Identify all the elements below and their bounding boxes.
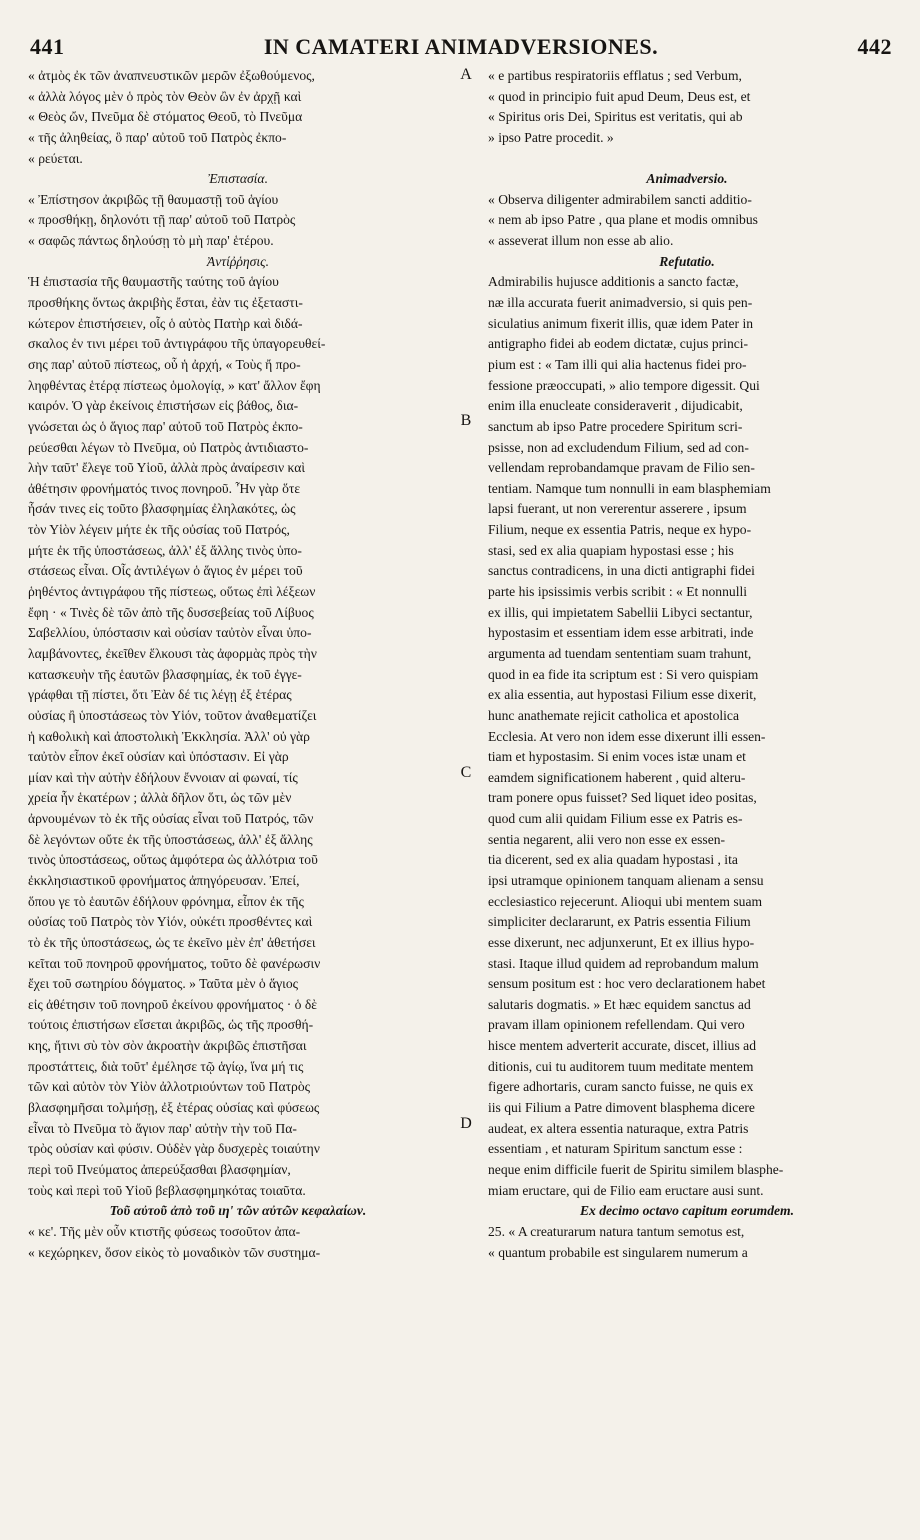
text-line: quod cum alii quidam Filium esse ex Patris es- — [488, 811, 743, 827]
text-line: « κε'. Τῆς μὲν οὖν κτιστῆς φύσεως τοσοῦτον ἀπα- — [28, 1223, 301, 1239]
text-line: μήτε ἐκ τῆς ὑποστάσεως, ἀλλ' ἐξ ἄλλης τινὸς ὑπο- — [28, 542, 302, 558]
text-line: τοὺς καὶ περὶ τοῦ Υἱοῦ βεβλασφημηκότας τοιαῦτα. — [28, 1182, 306, 1198]
text-line: σης παρ' αὐτοῦ πίστεως, οὗ ἡ ἀρχή, « Τοὺς ἤ προ- — [28, 356, 301, 372]
text-line: fessione præoccupati, » alio tempore digessit. Qui — [488, 377, 760, 393]
text-line: ἀθέτησιν φρονήματός τινος πονηροῦ. Ἦν γὰρ ὅτε — [28, 480, 301, 496]
text-line: argumenta ad tuendam sententiam suam trahunt, — [488, 645, 752, 661]
text-line: hisce mentem adverterit accurate, discet, illius ad — [488, 1038, 756, 1054]
page-number-left: 441 — [30, 34, 65, 59]
section-heading-ex-decimo-octavo: Ex decimo octavo capitum eorumdem. — [579, 1203, 795, 1219]
text-line: ipsi utramque opinionem tanquam alienam a sensu — [488, 872, 764, 888]
text-line: « Spiritus oris Dei, Spiritus est veritatis, qui ab — [488, 109, 743, 125]
text-line: » ipso Patre procedit. » — [488, 129, 614, 145]
text-line: esse dixerunt, nec adjunxerunt, Et ex illius hypo- — [488, 934, 755, 950]
text-line: οὐσίας τοῦ Πατρὸς τὸν Υἱόν, οὐκέτι προσθέντες καὶ — [28, 914, 313, 930]
text-line: ex alia essentia, aut hypostasi Filium esse dixerit, — [488, 687, 757, 703]
section-heading-antirrhesis: Ἀντίῤῥησις. — [206, 253, 270, 269]
text-line: Ἡ ἐπιστασία τῆς θαυμαστῆς ταύτης τοῦ ἁγίου — [28, 274, 279, 290]
text-line: « ἀτμὸς ἐκ τῶν ἀναπνευστικῶν μερῶν ἐξωθούμενος, — [28, 68, 315, 83]
text-line: eamdem significationem haberent , quid alteru- — [488, 769, 746, 785]
text-line: ἦσάν τινες εἰς τοῦτο βλασφημίας ἐληλακότες, ὡς — [28, 501, 296, 517]
text-line: « e partibus respiratoriis efflatus ; sed Verbum, — [488, 68, 742, 83]
text-line: οὐσίας ἢ ὑποστάσεως τὸν Υἱόν, τοῦτον ἀναθεματίζει — [28, 707, 317, 723]
text-line: tia dicerent, sed ex alia quadam hypostasi , ita — [488, 852, 738, 868]
page-number-right: 442 — [857, 34, 892, 59]
text-line: ditionis, cui tu auditorem tuum meditate mentem — [488, 1058, 754, 1074]
text-line: figere adhortaris, curam sancto fuisse, ne quis ex — [488, 1079, 754, 1095]
text-line: ὅπου γε τὸ ἑαυτῶν ἐδήλουν φρόνημα, εἶπον ἐκ τῆς — [28, 893, 304, 909]
blank-line — [488, 149, 886, 170]
text-line: εἰς ἀθέτησιν τοῦ πονηροῦ ἐκείνου φρονήματος · ὁ δὲ — [28, 996, 317, 1012]
text-line: μίαν καὶ τὴν αὐτὴν ἐδήλουν ἔννοιαν αἱ φωναί, τίς — [28, 769, 298, 785]
text-line: enim illa enucleate consideraverit , dijudicabit, — [488, 398, 743, 414]
text-line: « asseverat illum non esse ab alio. — [488, 233, 674, 249]
text-line: sentia negarent, alii vero non esse ex essen- — [488, 831, 726, 847]
text-line: lapsi fuerant, ut non vererentur asserere , ipsum — [488, 501, 747, 517]
text-line: « quantum probabile est singularem numerum a — [488, 1244, 748, 1260]
text-line: κεῖται τοῦ πονηροῦ φρονήματος, τοῦτο δὲ φανέρωσιν — [28, 955, 321, 971]
text-line: tiam et hypostasim. Si enim voces istæ unam et — [488, 749, 746, 765]
text-line: psisse, non ad excludendum Filium, sed ad con- — [488, 439, 749, 455]
text-line: tentiam. Namque tum nonnulli in eam blasphemiam — [488, 480, 771, 496]
text-line: næ illa accurata fuerit animadversio, si quis pen- — [488, 295, 753, 311]
text-line: τῶν καὶ αὐτὸν τὸν Υἱὸν ἀλλοτριούντων τοῦ Πατρὸς — [28, 1079, 311, 1095]
text-line: ἀρνουμένων τὸ ἐκ τῆς οὐσίας εἶναι τοῦ Πατρός, τῶν — [28, 811, 314, 827]
text-line: « Ἐπίστησον ἀκριβῶς τῇ θαυμαστῇ τοῦ ἁγίου — [28, 191, 279, 207]
text-line: τούτοις ἐπιστήσων εἴσεται ἀκριβῶς, ὡς τῆς προσθή- — [28, 1017, 314, 1033]
text-line: vellendam reprobandamque pravam de Filio sen- — [488, 460, 755, 476]
text-line: Filium, neque ex essentia Patris, neque ex hypo- — [488, 522, 752, 538]
text-line: χρεία ἦν ἑκατέρων ; ἀλλὰ δῆλον ὅτι, ὡς τῶν μὲν — [28, 790, 292, 806]
text-line: στάσεως εἶναι. Οἷς ἀντιλέγων ὁ ἅγιος ἐν μέρει τοῦ — [28, 563, 303, 579]
text-line: tram ponere opus fuisset? Sed liquet ideo positas, — [488, 790, 757, 806]
text-line: « nem ab ipso Patre , qua plane et modis omnibus — [488, 212, 758, 228]
text-line: antigrapho fidei ab eodem dictatæ, cujus princi- — [488, 336, 749, 352]
text-line: προστάττεις, διὰ τοῦτ' ἐμέλησε τῷ ἁγίῳ, ἵνα μή τις — [28, 1058, 304, 1074]
text-line: sanctus contradicens, in una dicti antigraphi fidei — [488, 563, 755, 579]
text-line: « προσθήκῃ, δηλονότι τῇ παρ' αὐτοῦ τοῦ Πατρὸς — [28, 212, 296, 228]
text-line: λαμβάνοντες, ἐκεῖθεν ἕλκουσι τὰς ἀφορμὰς πρὸς τὴν — [28, 645, 317, 661]
text-line: ἡ καθολικὴ καὶ ἀποστολικὴ Ἐκκλησία. Ἀλλ' οὐ γὰρ — [28, 728, 310, 744]
text-line: γνώσεται ὡς ὁ ἅγιος παρ' αὐτοῦ τοῦ Πατρὸς ἐκπο- — [28, 418, 303, 434]
text-line: « τῆς ἀληθείας, ὃ παρ' αὐτοῦ τοῦ Πατρὸς ἐκπο- — [28, 129, 287, 145]
text-line: τινὸς ὑποστάσεως, οὕτως ἀμφότερα ὡς ἀλλότρια τοῦ — [28, 852, 318, 868]
text-line: κατασκευὴν τῆς ἑαυτῶν βλασφημίας, ἐκ τοῦ ἐγγε- — [28, 666, 302, 682]
text-line: stasi, sed ex alia quapiam hypostasi esse ; his — [488, 542, 734, 558]
text-line: iis qui Filium a Patre dimovent blasphema dicere — [488, 1100, 755, 1116]
section-heading-animadversio: Animadversio. — [646, 171, 728, 187]
text-line: τὸν Υἱὸν λέγειν μήτε ἐκ τῆς οὐσίας τοῦ Πατρός, — [28, 522, 290, 538]
text-line: salutaris dogmatis. » Et hæc equidem sanctus ad — [488, 996, 751, 1012]
text-line: περὶ τοῦ Πνεύματος ἀπερεύξασθαι βλασφημίαν, — [28, 1161, 291, 1177]
text-line: Admirabilis hujusce additionis a sancto factæ, — [488, 274, 739, 290]
text-line: audeat, ex altera essentia naturaque, extra Patris — [488, 1120, 749, 1136]
text-line: προσθήκης ὄντως ἀκριβὴς ἔσται, ἐὰν τις ἐξεταστι- — [28, 295, 303, 311]
latin-column — [488, 66, 886, 1263]
text-line: siculatius animum fixerit illis, quæ idem Pater in — [488, 315, 754, 331]
text-line: quod in ea fide ita scriptum est : Si vero quispiam — [488, 666, 759, 682]
text-line: βλασφημῆσαι τολμήσῃ, ἐξ ἑτέρας οὐσίας καὶ φύσεως — [28, 1100, 320, 1116]
text-line: ecclesiastico rejecerunt. Alioqui ubi mentem suam — [488, 893, 763, 909]
text-line: simpliciter declararunt, ex Patris essentia Filium — [488, 914, 751, 930]
margin-marker-a: A — [460, 66, 472, 83]
text-line: ἐκκλησιαστικοῦ φρονήματος ἀπηγόρευσαν. Ἐπεί, — [28, 872, 300, 888]
text-line: ῥηθέντος ἀντιγράφου τῆς πίστεως, οὕτως ἐπὶ λέξεων — [28, 584, 316, 600]
text-line: κώτερον ἐπιστήσειεν, οἷς ὁ αὐτὸς Πατὴρ καὶ διδά- — [28, 315, 303, 331]
text-line: Ecclesia. At vero non idem esse dixerunt illi essen- — [488, 728, 766, 744]
text-line: « ἀλλὰ λόγος μὲν ὁ πρὸς τὸν Θεὸν ὢν ἐν ἀρχῇ καὶ — [28, 88, 302, 104]
greek-column — [28, 66, 448, 1263]
text-line: « ρεύεται. — [28, 150, 83, 166]
text-line: σκαλος ἐν τινι μέρει τοῦ ἀντιγράφου τῆς ὑπαγορευθεί- — [28, 336, 326, 352]
text-line: λὴν ταῦτ' ἔλεγε τοῦ Υἱοῦ, ἀλλὰ πρὸς ἀναίρεσιν καὶ — [28, 460, 306, 476]
text-line: essentiam , et naturam Spiritum sanctum esse : — [488, 1141, 743, 1157]
text-line: τρὸς οὐσίαν καὶ φύσιν. Οὐδὲν γὰρ δυσχερὲς τοιαύτην — [28, 1141, 320, 1157]
text-line: « Θεὸς ὤν, Πνεῦμα δὲ στόματος Θεοῦ, τὸ Πνεῦμα — [28, 109, 303, 125]
text-line: ρεύεσθαι λέγων τὸ Πνεῦμα, οὐ Πατρὸς ἀντιδιαστο- — [28, 439, 309, 455]
text-line: pium est : « Tam illi qui alia hactenus fidei pro- — [488, 356, 747, 372]
section-heading-chapter-18: Τοῦ αὐτοῦ ἀπὸ τοῦ ιη' τῶν αὐτῶν κεφαλαίων. — [109, 1203, 367, 1219]
text-line: Σαβελλίου, ὑπόστασιν καὶ οὐσίαν ταὐτὸν εἶναι ὑπο- — [28, 625, 312, 641]
margin-marker-b: B — [460, 412, 472, 429]
text-line: ex illis, qui impietatem Sabellii Libyci sectantur, — [488, 604, 753, 620]
text-line: neque enim difficile fuerit de Spiritu similem blasphe- — [488, 1161, 784, 1177]
section-heading-epistasia: Ἐπιστασία. — [208, 171, 268, 187]
margin-marker-d: D — [460, 1115, 472, 1132]
text-line: miam eructare, qui de Filio eam eructare ausi sunt. — [488, 1182, 764, 1198]
text-line: sanctum ab ipso Patre procedere Spiritum scri- — [488, 418, 743, 434]
text-line: καιρόν. Ὁ γὰρ ἐκείνοις ἐπιστήσων εἰς βάθος, δια- — [28, 398, 299, 414]
text-line: stasi. Itaque illud quidem ad reprobandum malum — [488, 955, 759, 971]
running-title: IN CAMATERI ANIMADVERSIONES. — [263, 34, 659, 59]
text-line: 25. « A creaturarum natura tantum semotus est, — [488, 1223, 745, 1239]
text-line: γράφθαι τῇ πίστει, ὅτι Ἐὰν δέ τις λέγῃ ἐξ ἑτέρας — [28, 687, 292, 703]
text-line: εἶναι τὸ Πνεῦμα τὸ ἅγιον παρ' αὐτὴν τὴν τοῦ Πα- — [28, 1120, 297, 1136]
margin-marker-c: C — [460, 764, 472, 781]
text-line: τὸ ἐκ τῆς ὑποστάσεως, ὡς τε ἐκεῖνο μὲν ἐπ' ἀθετήσει — [28, 934, 316, 950]
text-line: sensum positum est : hoc vero declarationem habet — [488, 976, 766, 992]
text-line: « quod in principio fuit apud Deum, Deus est, et — [488, 88, 751, 104]
text-line: ταὐτὸν εἶπον ἐκεῖ οὐσίαν καὶ ὑπόστασιν. Εἰ γὰρ — [28, 749, 289, 765]
running-header — [30, 34, 892, 62]
text-line: pravam illam opinionem refellendam. Qui vero — [488, 1017, 745, 1033]
text-line: « κεχώρηκεν, ὅσον εἰκὸς τὸ μοναδικὸν τῶν συστημα- — [28, 1244, 321, 1260]
text-line: ἔφη · « Τινὲς δὲ τῶν ἀπὸ τῆς δυσσεβείας τοῦ Λίβυος — [28, 604, 314, 620]
text-line: ληφθέντας ἑτέρᾳ πίστεως ὁμολογίᾳ, » κατ' ἄλλον ἔφη — [28, 377, 321, 393]
text-line: parte his ipsissimis verbis scribit : « Et nonnulli — [488, 584, 748, 600]
text-line: ἔχει τοῦ σωτηρίου δόγματος. » Ταῦτα μὲν ὁ ἅγιος — [28, 976, 299, 992]
section-heading-refutatio: Refutatio. — [659, 253, 715, 269]
text-line: « σαφῶς πάντως δηλούσῃ τὸ μὴ παρ' ἑτέρου. — [28, 233, 274, 249]
text-line: hypostasim et essentiam idem esse arbitrati, inde — [488, 625, 754, 641]
text-line: δὲ λεγόντων οὔτε ἐκ τῆς ὑποστάσεως, ἀλλ' ἐξ ἄλλης — [28, 831, 313, 847]
text-line: « Observa diligenter admirabilem sancti additio- — [488, 191, 752, 207]
text-line: κης, ἥτινι σὺ τὸν σὸν ἀκροατὴν ἀκριβῶς ἐπιστῆσαι — [28, 1038, 307, 1054]
text-line: hunc anathemate rejicit catholica et apostolica — [488, 707, 739, 723]
